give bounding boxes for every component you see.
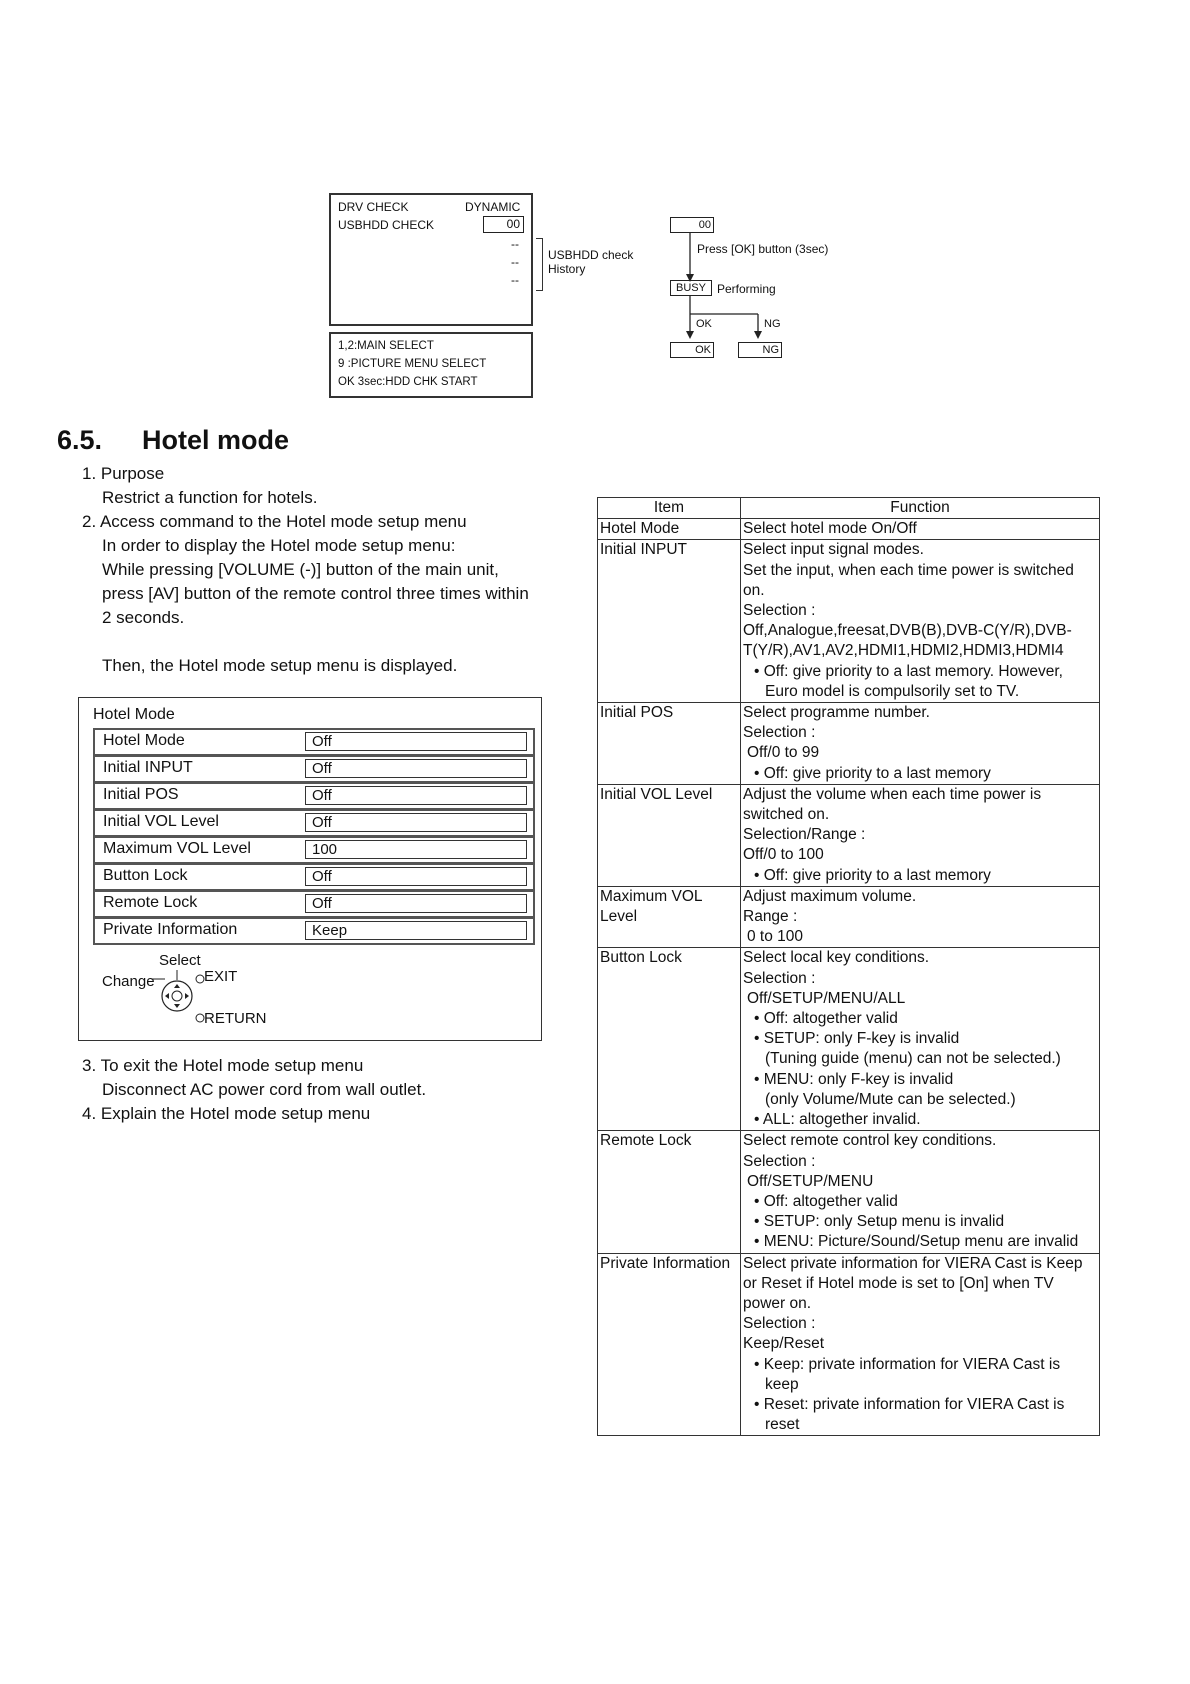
menu-row-initial-vol-level[interactable] (93, 809, 535, 837)
function-cell: Adjust the volume when each time power is switched on. Selection/Range : Off/0 to 100 • Off: give priority to a last memory (741, 784, 1100, 886)
menu-row-label: Initial VOL Level (103, 813, 219, 830)
footer-line: OK 3sec:HDD CHK START (338, 376, 478, 388)
footer-line: 9 :PICTURE MENU SELECT (338, 358, 487, 370)
footer-line: 1,2:MAIN SELECT (338, 340, 434, 352)
step-2-line: While pressing [VOLUME (-)] button of the main unit, (102, 560, 499, 579)
function-cell: Select programme number. Selection : Off/0 to 99 • Off: give priority to a last memory (741, 703, 1100, 785)
step-4-title: 4. Explain the Hotel mode setup menu (82, 1104, 371, 1123)
drv-check-value: 00 (483, 216, 524, 233)
table-row (598, 886, 1100, 948)
drv-check-footer (329, 332, 533, 398)
step-2-title: 2. Access command to the Hotel mode setup menu (82, 512, 467, 531)
item-cell: Private Information (598, 1253, 741, 1436)
function-cell: Select private information for VIERA Cast is Keep or Reset if Hotel mode is set to [On] when TV power on. Selection : Keep/Reset • Keep: private information for VIERA Cast is keep • Reset: private information for VIERA Cast is reset (741, 1253, 1100, 1436)
nav-return-label: RETURN (204, 1010, 267, 1027)
menu-row-button-lock[interactable] (93, 863, 535, 891)
menu-row-label: Initial INPUT (103, 759, 193, 776)
menu-row-initial-pos[interactable] (93, 782, 535, 810)
history-entry: -- (511, 237, 519, 251)
drv-check-screen (329, 193, 533, 326)
step-2-line: 2 seconds. (102, 608, 185, 627)
flow-start-box: 00 (670, 217, 714, 233)
table-row (598, 1131, 1100, 1253)
header-item: Item (598, 498, 741, 519)
menu-row-private-information[interactable] (93, 917, 535, 945)
history-entry: -- (511, 273, 519, 287)
menu-row-label: Initial POS (103, 786, 179, 803)
menu-row-maximum-vol-level[interactable] (93, 836, 535, 864)
menu-row-value[interactable]: Off (305, 867, 527, 886)
item-cell: Initial INPUT (598, 540, 741, 703)
drv-check-mode: DYNAMIC (465, 200, 521, 214)
item-cell: Hotel Mode (598, 519, 741, 540)
step-2-line: press [AV] button of the remote control three times within (102, 584, 529, 603)
menu-row-initial-input[interactable] (93, 755, 535, 783)
menu-row-hotel-mode[interactable] (93, 728, 535, 756)
menu-row-value[interactable]: Off (305, 894, 527, 913)
table-row (598, 519, 1100, 540)
section-number: 6.5. (57, 425, 103, 455)
menu-row-value[interactable]: Keep (305, 921, 527, 940)
hotel-mode-menu (78, 697, 542, 1041)
nav-exit-label: EXIT (204, 968, 238, 985)
menu-row-value[interactable]: Off (305, 732, 527, 751)
step-3-body: Disconnect AC power cord from wall outlet. (102, 1080, 427, 1099)
table-row (598, 784, 1100, 886)
history-bracket (536, 238, 543, 291)
nav-change-label: Change (102, 973, 155, 990)
function-cell: Select remote control key conditions. Selection : Off/SETUP/MENU • Off: altogether valid • SETUP: only Setup menu is invalid • MENU: Picture/Sound/Setup menu are invalid (741, 1131, 1100, 1253)
table-row (598, 948, 1100, 1131)
menu-row-value[interactable]: Off (305, 813, 527, 832)
history-entry: -- (511, 255, 519, 269)
item-cell: Initial VOL Level (598, 784, 741, 886)
step-2-line: In order to display the Hotel mode setup menu: (102, 536, 456, 555)
flow-press-note: Press [OK] button (3sec) (697, 242, 829, 256)
steps-block-2 (82, 1054, 582, 1126)
menu-row-label: Remote Lock (103, 894, 198, 911)
menu-row-label: Maximum VOL Level (103, 840, 251, 857)
menu-row-label: Button Lock (103, 867, 188, 884)
table-row (598, 703, 1100, 785)
nav-select-label: Select (159, 952, 201, 969)
flow-performing: Performing (717, 282, 776, 296)
header-function: Function (741, 498, 1100, 519)
function-cell: Adjust maximum volume. Range : 0 to 100 (741, 886, 1100, 948)
function-cell: Select local key conditions. Selection : Off/SETUP/MENU/ALL • Off: altogether valid • SETUP: only F-key is invalid (Tuning guide (menu) can not be selected.) • MENU: only F-key is invalid (only Volume/Mute can be selected.) • ALL: altogether invalid. (741, 948, 1100, 1131)
item-cell: Maximum VOL Level (598, 886, 741, 948)
flow-ng-label: NG (764, 318, 781, 330)
flow-ok-label: OK (696, 318, 712, 330)
step-1-title: 1. Purpose (82, 464, 165, 483)
flow-busy-box: BUSY (670, 280, 712, 296)
table-row (598, 540, 1100, 703)
function-cell: Select input signal modes. Set the input, when each time power is switched on. Selection : Off,Analogue,freesat,DVB(B),DVB-C(Y/R),DVB-T(Y/R),AV1,AV2,HDMI1,HDMI2,HDMI3,HDMI4 • Off: give priority to a last memory. However, Euro model is compulsorily set to TV. (741, 540, 1100, 703)
item-cell: Initial POS (598, 703, 741, 785)
menu-row-value[interactable]: 100 (305, 840, 527, 859)
function-cell: Select hotel mode On/Off (741, 519, 1100, 540)
hotel-menu-title: Hotel Mode (93, 706, 175, 723)
remote-cursor-icon (151, 968, 211, 1028)
table-row (598, 1253, 1100, 1436)
history-label: USBHDD check History (548, 248, 634, 276)
hotel-mode-function-table (597, 497, 1100, 1436)
flow-ok-box: OK (670, 342, 714, 358)
menu-row-value[interactable]: Off (305, 759, 527, 778)
menu-row-label: Hotel Mode (103, 732, 185, 749)
menu-row-value[interactable]: Off (305, 786, 527, 805)
steps-block (82, 462, 582, 678)
step-2-line: Then, the Hotel mode setup menu is displayed. (102, 656, 458, 675)
section-title: Hotel mode (142, 425, 290, 455)
drv-check-title: DRV CHECK (338, 200, 409, 214)
item-cell: Button Lock (598, 948, 741, 1131)
table-header-row (598, 498, 1100, 519)
item-cell: Remote Lock (598, 1131, 741, 1253)
step-1-body: Restrict a function for hotels. (102, 488, 318, 507)
menu-row-label: Private Information (103, 921, 238, 938)
menu-row-remote-lock[interactable] (93, 890, 535, 918)
drv-check-item: USBHDD CHECK (338, 218, 435, 232)
flow-ng-box: NG (738, 342, 782, 358)
step-3-title: 3. To exit the Hotel mode setup menu (82, 1056, 364, 1075)
